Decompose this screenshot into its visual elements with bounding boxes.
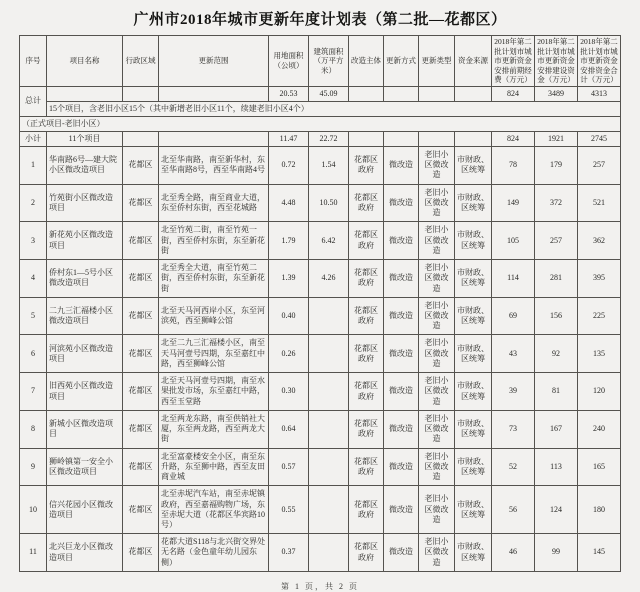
cell-subject: 花都区政府 (349, 222, 384, 260)
subtotal-label: 小计 (20, 131, 47, 146)
cell-land-area: 0.40 (269, 297, 309, 335)
cell-total-fund: 120 (578, 373, 621, 411)
cell-pre-fee: 149 (492, 184, 535, 222)
cell-scope: 北至天马河壹号四期，南至水果批发市场，东至嘉红中路，西至玉堂路 (159, 373, 269, 411)
cell-method: 微改造 (384, 410, 419, 448)
table-row (20, 335, 621, 373)
cell-total-fund: 135 (578, 335, 621, 373)
cell-project-name: 狮岭镇第一安全小区微改造项目 (47, 448, 123, 486)
cell-project-name: 华南路6号—建大院小区微改造项目 (47, 146, 123, 184)
table-row (20, 534, 621, 572)
cell-floor-area (309, 534, 349, 572)
cell-seq: 11 (20, 534, 47, 572)
cell-method: 微改造 (384, 373, 419, 411)
cell-seq: 3 (20, 222, 47, 260)
empty-cell (159, 131, 269, 146)
cell-scope: 花都大道S118与北兴街交界处无名路（金色童年幼儿园东侧） (159, 534, 269, 572)
cell-project-name: 北兴巨龙小区微改造项目 (47, 534, 123, 572)
cell-construction-fund: 92 (535, 335, 578, 373)
cell-project-name: 旧西苑小区微改造项目 (47, 373, 123, 411)
column-header: 资金来源 (455, 36, 492, 87)
cell-scope: 北至两龙东路，南至供销社大厦，东至两龙路，西至两龙大街 (159, 410, 269, 448)
cell-total-fund: 521 (578, 184, 621, 222)
cell-funding: 市财政、区统筹 (455, 448, 492, 486)
cell-district: 花都区 (123, 184, 159, 222)
cell-land-area: 0.72 (269, 146, 309, 184)
cell-floor-area: 4.26 (309, 260, 349, 298)
cell-total-fund: 180 (578, 486, 621, 534)
cell-construction-fund: 179 (535, 146, 578, 184)
cell-floor-area (309, 297, 349, 335)
summary-section (20, 86, 621, 146)
cell-scope: 北至富豪楼安全小区，南至东升路，东至狮中路，西至友田商业城 (159, 448, 269, 486)
cell-funding: 市财政、区统筹 (455, 534, 492, 572)
cell-method: 微改造 (384, 297, 419, 335)
subtotal-fund-sum: 2745 (578, 131, 621, 146)
cell-subject: 花都区政府 (349, 534, 384, 572)
table-row (20, 260, 621, 298)
column-header: 2018年第二批计划市城市更新资金安排建设资金（万元） (535, 36, 578, 87)
cell-district: 花都区 (123, 260, 159, 298)
cell-floor-area (309, 448, 349, 486)
column-header: 建筑面积（万平方米） (309, 36, 349, 87)
column-header: 更新范围 (159, 36, 269, 87)
cell-project-name: 新花苑小区微改造项目 (47, 222, 123, 260)
table-row (20, 486, 621, 534)
total-land-area: 20.53 (269, 86, 309, 101)
cell-seq: 8 (20, 410, 47, 448)
empty-cell (47, 86, 123, 101)
cell-land-area: 0.37 (269, 534, 309, 572)
cell-construction-fund: 124 (535, 486, 578, 534)
cell-method: 微改造 (384, 184, 419, 222)
cell-seq: 4 (20, 260, 47, 298)
cell-pre-fee: 56 (492, 486, 535, 534)
cell-funding: 市财政、区统筹 (455, 184, 492, 222)
column-header: 改造主体 (349, 36, 384, 87)
plan-table (19, 35, 621, 572)
cell-floor-area: 1.54 (309, 146, 349, 184)
cell-seq: 5 (20, 297, 47, 335)
cell-pre-fee: 52 (492, 448, 535, 486)
column-header: 用地面积（公顷） (269, 36, 309, 87)
total-label: 总计 (20, 86, 47, 116)
table-row (20, 297, 621, 335)
cell-pre-fee: 73 (492, 410, 535, 448)
cell-total-fund: 240 (578, 410, 621, 448)
cell-floor-area (309, 410, 349, 448)
cell-district: 花都区 (123, 222, 159, 260)
column-header: 2018年第二批计划市城市更新资金安排资金合计（万元） (578, 36, 621, 87)
total-note-row (20, 101, 621, 116)
project-rows-section (20, 146, 621, 571)
cell-funding: 市财政、区统筹 (455, 373, 492, 411)
column-header: 项目名称 (47, 36, 123, 87)
cell-floor-area: 10.50 (309, 184, 349, 222)
column-header: 序号 (20, 36, 47, 87)
cell-pre-fee: 105 (492, 222, 535, 260)
cell-land-area: 4.48 (269, 184, 309, 222)
cell-funding: 市财政、区统筹 (455, 222, 492, 260)
cell-seq: 7 (20, 373, 47, 411)
cell-total-fund: 145 (578, 534, 621, 572)
cell-district: 花都区 (123, 373, 159, 411)
cell-seq: 10 (20, 486, 47, 534)
cell-project-name: 竹苑街小区微改造项目 (47, 184, 123, 222)
cell-construction-fund: 81 (535, 373, 578, 411)
total-pre-fee: 824 (492, 86, 535, 101)
cell-funding: 市财政、区统筹 (455, 335, 492, 373)
cell-method: 微改造 (384, 448, 419, 486)
cell-subject: 花都区政府 (349, 297, 384, 335)
cell-pre-fee: 46 (492, 534, 535, 572)
cell-type: 老旧小区微改造 (419, 335, 455, 373)
cell-construction-fund: 257 (535, 222, 578, 260)
cell-land-area: 0.57 (269, 448, 309, 486)
cell-type: 老旧小区微改造 (419, 297, 455, 335)
cell-type: 老旧小区微改造 (419, 260, 455, 298)
cell-seq: 6 (20, 335, 47, 373)
cell-project-name: 信兴花园小区微改造项目 (47, 486, 123, 534)
cell-project-name: 河滨苑小区微改造项目 (47, 335, 123, 373)
table-row (20, 448, 621, 486)
column-header: 2018年第二批计划市城市更新资金安排前期经费（万元） (492, 36, 535, 87)
cell-type: 老旧小区微改造 (419, 373, 455, 411)
cell-type: 老旧小区微改造 (419, 184, 455, 222)
cell-project-name: 新城小区微改造项目 (47, 410, 123, 448)
cell-scope: 北至华南路，南至新华村，东至华南路8号，西至华南路4号 (159, 146, 269, 184)
total-floor-area: 45.09 (309, 86, 349, 101)
cell-subject: 花都区政府 (349, 373, 384, 411)
cell-pre-fee: 114 (492, 260, 535, 298)
empty-cell (384, 86, 419, 101)
page-title: 广州市2018年城市更新年度计划表（第二批—花都区） (133, 12, 507, 28)
cell-floor-area (309, 335, 349, 373)
cell-district: 花都区 (123, 448, 159, 486)
cell-subject: 花都区政府 (349, 448, 384, 486)
cell-type: 老旧小区微改造 (419, 448, 455, 486)
cell-total-fund: 395 (578, 260, 621, 298)
cell-subject: 花都区政府 (349, 184, 384, 222)
cell-type: 老旧小区微改造 (419, 146, 455, 184)
empty-cell (455, 131, 492, 146)
cell-construction-fund: 167 (535, 410, 578, 448)
empty-cell (349, 86, 384, 101)
cell-subject: 花都区政府 (349, 335, 384, 373)
cell-method: 微改造 (384, 534, 419, 572)
page-footer: 第 1 页，共 2 页 (281, 581, 359, 591)
cell-land-area: 1.39 (269, 260, 309, 298)
total-construction-fund: 3489 (535, 86, 578, 101)
cell-scope: 北至秀全大道，南至竹苑二街，西至侨村东街，东至新花街 (159, 260, 269, 298)
cell-district: 花都区 (123, 410, 159, 448)
cell-construction-fund: 113 (535, 448, 578, 486)
cell-construction-fund: 372 (535, 184, 578, 222)
subtotal-land-area: 11.47 (269, 131, 309, 146)
cell-method: 微改造 (384, 146, 419, 184)
cell-funding: 市财政、区统筹 (455, 410, 492, 448)
table-row (20, 410, 621, 448)
cell-district: 花都区 (123, 335, 159, 373)
cell-floor-area: 6.42 (309, 222, 349, 260)
empty-cell (123, 131, 159, 146)
cell-project-name: 二九三汇福楼小区微改造项目 (47, 297, 123, 335)
cell-method: 微改造 (384, 260, 419, 298)
empty-cell (419, 86, 455, 101)
table-row (20, 146, 621, 184)
total-row (20, 86, 621, 101)
cell-pre-fee: 39 (492, 373, 535, 411)
cell-scope: 北至二九三汇福楼小区，南至天马河壹号四期，东至嘉红中路，西至狮峰公馆 (159, 335, 269, 373)
column-header: 行政区域 (123, 36, 159, 87)
empty-cell (123, 86, 159, 101)
cell-seq: 9 (20, 448, 47, 486)
cell-land-area: 0.30 (269, 373, 309, 411)
empty-cell (384, 131, 419, 146)
subtotal-floor-area: 22.72 (309, 131, 349, 146)
cell-type: 老旧小区微改造 (419, 410, 455, 448)
table-row (20, 222, 621, 260)
cell-land-area: 0.64 (269, 410, 309, 448)
cell-scope: 北至赤坭汽车站，南至赤坭镇政府，西至嘉福购物广场，东至赤坭大道（花都区华宾路10号） (159, 486, 269, 534)
cell-subject: 花都区政府 (349, 260, 384, 298)
cell-seq: 1 (20, 146, 47, 184)
cell-pre-fee: 69 (492, 297, 535, 335)
subtotal-row (20, 131, 621, 146)
table-row (20, 373, 621, 411)
cell-floor-area (309, 486, 349, 534)
cell-land-area: 1.79 (269, 222, 309, 260)
cell-method: 微改造 (384, 335, 419, 373)
column-header: 更新方式 (384, 36, 419, 87)
cell-total-fund: 257 (578, 146, 621, 184)
cell-construction-fund: 281 (535, 260, 578, 298)
cell-district: 花都区 (123, 486, 159, 534)
cell-pre-fee: 78 (492, 146, 535, 184)
cell-subject: 花都区政府 (349, 410, 384, 448)
subtotal-pre-fee: 824 (492, 131, 535, 146)
cell-subject: 花都区政府 (349, 486, 384, 534)
cell-type: 老旧小区微改造 (419, 222, 455, 260)
cell-pre-fee: 43 (492, 335, 535, 373)
cell-funding: 市财政、区统筹 (455, 146, 492, 184)
cell-total-fund: 165 (578, 448, 621, 486)
table-header (20, 36, 621, 87)
total-note: 15个项目，含老旧小区15个（其中新增老旧小区11个，续建老旧小区4个） (47, 101, 621, 116)
cell-scope: 北至竹苑二街，南至竹苑一街，西至侨村东街，东至新花街 (159, 222, 269, 260)
empty-cell (349, 131, 384, 146)
cell-scope: 北至秀全路，南至商业大道，东至侨村东街，西至花城路 (159, 184, 269, 222)
cell-type: 老旧小区微改造 (419, 486, 455, 534)
header-row (20, 36, 621, 87)
cell-district: 花都区 (123, 146, 159, 184)
empty-cell (455, 86, 492, 101)
subtotal-construction-fund: 1921 (535, 131, 578, 146)
cell-construction-fund: 99 (535, 534, 578, 572)
cell-type: 老旧小区微改造 (419, 534, 455, 572)
cell-total-fund: 362 (578, 222, 621, 260)
cell-scope: 北至天马河西岸小区，东至河滨苑，西至狮峰公馆 (159, 297, 269, 335)
cell-construction-fund: 156 (535, 297, 578, 335)
empty-cell (419, 131, 455, 146)
cell-seq: 2 (20, 184, 47, 222)
cell-method: 微改造 (384, 486, 419, 534)
cell-district: 花都区 (123, 534, 159, 572)
cell-funding: 市财政、区统筹 (455, 486, 492, 534)
table-row (20, 184, 621, 222)
cell-district: 花都区 (123, 297, 159, 335)
column-header: 更新类型 (419, 36, 455, 87)
cell-funding: 市财政、区统筹 (455, 260, 492, 298)
cell-total-fund: 225 (578, 297, 621, 335)
cell-method: 微改造 (384, 222, 419, 260)
cell-subject: 花都区政府 (349, 146, 384, 184)
section-label: （正式项目-老旧小区） (20, 116, 621, 131)
cell-project-name: 侨村东1—5号小区微改造项目 (47, 260, 123, 298)
total-fund-sum: 4313 (578, 86, 621, 101)
cell-land-area: 0.55 (269, 486, 309, 534)
cell-floor-area (309, 373, 349, 411)
empty-cell (159, 86, 269, 101)
cell-funding: 市财政、区统筹 (455, 297, 492, 335)
subtotal-project-count: 11个项目 (47, 131, 123, 146)
section-row (20, 116, 621, 131)
cell-land-area: 0.26 (269, 335, 309, 373)
